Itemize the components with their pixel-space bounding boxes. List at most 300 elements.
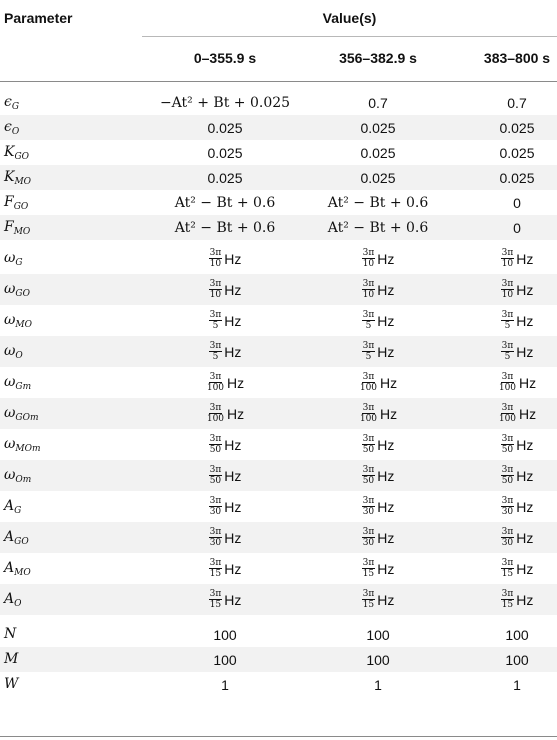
fraction (362, 465, 376, 486)
value-text: 0.025 (360, 169, 396, 186)
value-cell-2 (278, 460, 478, 491)
unit-label: Hz (224, 560, 242, 577)
fraction-denominator: 50 (501, 476, 514, 486)
fraction-numerator: 3π (209, 403, 222, 413)
unit-label: Hz (227, 374, 245, 391)
value-text: 0.025 (499, 169, 535, 186)
table-row (0, 305, 557, 336)
value-cell-2 (278, 647, 478, 672)
value-cell-3 (457, 491, 557, 522)
value-cell-2 (278, 429, 478, 460)
fraction (359, 403, 378, 424)
fraction-numerator: 3π (501, 279, 514, 289)
symbol-subscript: Gm (15, 381, 32, 392)
table-row (0, 274, 557, 305)
value-text: 1 (374, 676, 382, 693)
fraction-denominator: 30 (209, 538, 222, 548)
fraction-denominator: 15 (209, 600, 222, 610)
unit-label: Hz (224, 529, 242, 546)
fraction-denominator: 5 (504, 321, 511, 331)
value-cell-3 (457, 115, 557, 140)
fraction-numerator: 3π (362, 403, 375, 413)
table-row (0, 243, 557, 274)
value-cell-2 (278, 115, 478, 140)
fraction (209, 589, 223, 610)
fraction-numerator: 3π (209, 279, 222, 289)
header-values: Value(s) (322, 10, 377, 26)
fraction-numerator: 3π (501, 527, 514, 537)
fraction (501, 279, 515, 300)
value-text: 0.025 (499, 144, 535, 161)
value-text: 0.025 (360, 119, 396, 136)
parameter-symbol (4, 647, 134, 672)
table-bottom-rule (0, 736, 557, 737)
symbol-text: $\omega_{Om}$ (4, 466, 32, 485)
value-text: 0.025 (207, 169, 243, 186)
fraction-denominator: 10 (362, 259, 375, 269)
fraction-denominator: 30 (362, 538, 375, 548)
value-cell-2 (278, 165, 478, 190)
symbol-text: $K_{MO}$ (4, 168, 32, 187)
fraction (209, 248, 223, 269)
parameter-symbol (4, 190, 134, 215)
value-cell-2 (278, 274, 478, 305)
unit-label: Hz (377, 343, 395, 360)
unit-label: Hz (519, 374, 537, 391)
unit-label: Hz (377, 312, 395, 329)
table-row (0, 622, 557, 647)
unit-label: Hz (516, 591, 534, 608)
symbol-text: $\omega_O$ (4, 342, 23, 361)
fraction-denominator: 5 (212, 321, 219, 331)
unit-label: Hz (227, 405, 245, 422)
symbol-subscript: MO (13, 226, 31, 237)
value-expression: −At² + Bt + 0.025 (159, 94, 291, 111)
fraction-numerator: 3π (362, 372, 375, 382)
fraction-numerator: 3π (209, 589, 222, 599)
value-text: 100 (366, 626, 390, 643)
value-expression: At² − Bt + 0.6 (327, 219, 429, 236)
fraction (206, 372, 225, 393)
fraction (362, 527, 376, 548)
value-text: 100 (505, 626, 529, 643)
table-row (0, 584, 557, 615)
symbol-text: N (4, 625, 17, 642)
value-cell-3 (457, 305, 557, 336)
parameter-symbol (4, 336, 134, 367)
fraction (209, 465, 223, 486)
value-text: 1 (513, 676, 521, 693)
fraction-denominator: 15 (209, 569, 222, 579)
fraction-numerator: 3π (362, 496, 375, 506)
fraction-numerator: 3π (501, 589, 514, 599)
symbol-subscript: G (11, 101, 20, 112)
value-cell-2 (278, 336, 478, 367)
parameter-symbol (4, 672, 134, 697)
fraction-denominator: 50 (209, 445, 222, 455)
value-text: 1 (221, 676, 229, 693)
fraction (501, 496, 515, 517)
unit-label: Hz (516, 312, 534, 329)
value-text: 0.025 (499, 119, 535, 136)
symbol-subscript: MO (15, 319, 33, 330)
table-row (0, 429, 557, 460)
fraction-denominator: 30 (501, 538, 514, 548)
value-cell-3 (457, 367, 557, 398)
symbol-subscript: GO (14, 536, 29, 547)
table-row (0, 165, 557, 190)
fraction-denominator: 100 (498, 414, 517, 424)
fraction (501, 527, 515, 548)
fraction-numerator: 3π (362, 558, 375, 568)
header-bottom-rule (0, 81, 557, 82)
unit-label: Hz (516, 250, 534, 267)
value-cell-3 (457, 190, 557, 215)
fraction-denominator: 50 (209, 476, 222, 486)
value-cell-3 (457, 165, 557, 190)
value-cell-2 (278, 553, 478, 584)
unit-label: Hz (380, 405, 398, 422)
value-cell-3 (457, 672, 557, 697)
value-cell-2 (278, 584, 478, 615)
header-col-2: 356–382.9 s (339, 50, 417, 66)
table-row (0, 672, 557, 697)
unit-label: Hz (377, 436, 395, 453)
symbol-text: $\omega_{Gm}$ (4, 373, 32, 392)
fraction-denominator: 100 (206, 383, 225, 393)
value-cell-3 (457, 622, 557, 647)
fraction (206, 403, 225, 424)
fraction-numerator: 3π (209, 465, 222, 475)
value-cell-2 (278, 622, 478, 647)
fraction-denominator: 10 (501, 290, 514, 300)
symbol-text: $\epsilon_O$ (4, 118, 20, 137)
table-row (0, 522, 557, 553)
unit-label: Hz (377, 281, 395, 298)
parameter-symbol (4, 274, 134, 305)
header-col-3: 383–800 s (483, 50, 551, 66)
value-expression: At² − Bt + 0.6 (327, 194, 429, 211)
fraction (362, 496, 376, 517)
fraction-numerator: 3π (362, 589, 375, 599)
fraction (209, 496, 223, 517)
parameter-symbol (4, 215, 134, 240)
fraction-numerator: 3π (209, 341, 222, 351)
fraction-numerator: 3π (209, 248, 222, 258)
unit-label: Hz (224, 312, 242, 329)
parameter-symbol (4, 398, 134, 429)
fraction (501, 310, 515, 331)
symbol-subscript: G (14, 505, 22, 516)
fraction-denominator: 100 (359, 383, 378, 393)
table-row (0, 190, 557, 215)
fraction (501, 341, 515, 362)
unit-label: Hz (516, 498, 534, 515)
value-cell-2 (278, 672, 478, 697)
unit-label: Hz (224, 498, 242, 515)
symbol-text: $\omega_{MOm}$ (4, 435, 41, 454)
fraction-numerator: 3π (501, 248, 514, 258)
parameter-symbol (4, 305, 134, 336)
symbol-text: $\epsilon_G$ (4, 93, 20, 112)
fraction-numerator: 3π (501, 372, 514, 382)
table-row (0, 115, 557, 140)
fraction (498, 372, 517, 393)
fraction (209, 279, 223, 300)
value-cell-3 (457, 140, 557, 165)
parameter-symbol (4, 622, 134, 647)
unit-label: Hz (224, 250, 242, 267)
table-row (0, 398, 557, 429)
symbol-text: $A_G$ (4, 497, 22, 516)
fraction-numerator: 3π (209, 558, 222, 568)
unit-label: Hz (224, 591, 242, 608)
value-cell-3 (457, 90, 557, 115)
fraction-numerator: 3π (501, 465, 514, 475)
fraction-denominator: 30 (209, 507, 222, 517)
fraction-numerator: 3π (209, 434, 222, 444)
fraction-denominator: 50 (501, 445, 514, 455)
value-cell-2 (278, 367, 478, 398)
unit-label: Hz (380, 374, 398, 391)
fraction-denominator: 10 (362, 290, 375, 300)
header-parameter: Parameter (4, 10, 73, 26)
value-text: 0.7 (507, 94, 527, 111)
fraction-denominator: 5 (365, 352, 372, 362)
fraction-numerator: 3π (362, 341, 375, 351)
fraction (362, 310, 376, 331)
unit-label: Hz (224, 343, 242, 360)
parameter-symbol (4, 429, 134, 460)
value-text: 100 (213, 651, 237, 668)
parameter-symbol (4, 553, 134, 584)
fraction-denominator: 10 (209, 290, 222, 300)
value-cell-3 (457, 553, 557, 584)
symbol-subscript: Om (15, 474, 32, 485)
value-cell-2 (278, 215, 478, 240)
value-text: 100 (505, 651, 529, 668)
value-cell-2 (278, 522, 478, 553)
fraction-denominator: 10 (501, 259, 514, 269)
fraction-numerator: 3π (501, 496, 514, 506)
unit-label: Hz (377, 529, 395, 546)
value-cell-3 (457, 522, 557, 553)
symbol-text: $\omega_{GOm}$ (4, 404, 39, 423)
value-text: 0.7 (368, 94, 388, 111)
symbol-text: $A_{GO}$ (4, 528, 29, 547)
unit-label: Hz (516, 467, 534, 484)
fraction (209, 310, 223, 331)
table-row (0, 491, 557, 522)
value-cell-3 (457, 647, 557, 672)
fraction-denominator: 15 (362, 600, 375, 610)
table-row (0, 215, 557, 240)
symbol-subscript: G (15, 257, 23, 268)
unit-label: Hz (516, 436, 534, 453)
parameter-symbol (4, 460, 134, 491)
value-cell-2 (278, 398, 478, 429)
fraction-denominator: 100 (359, 414, 378, 424)
table-row (0, 647, 557, 672)
symbol-subscript: MO (14, 567, 31, 578)
fraction-numerator: 3π (501, 558, 514, 568)
parameter-symbol (4, 491, 134, 522)
fraction-numerator: 3π (362, 527, 375, 537)
fraction (501, 558, 515, 579)
symbol-subscript: MO (14, 176, 32, 187)
value-cell-3 (457, 429, 557, 460)
fraction (209, 434, 223, 455)
table-row (0, 367, 557, 398)
symbol-text: $A_{MO}$ (4, 559, 31, 578)
symbol-subscript: O (11, 126, 20, 137)
value-cell-2 (278, 190, 478, 215)
fraction-numerator: 3π (362, 248, 375, 258)
value-cell-3 (457, 584, 557, 615)
fraction (362, 589, 376, 610)
parameter-symbol (4, 584, 134, 615)
symbol-subscript: O (14, 598, 22, 609)
fraction-numerator: 3π (501, 403, 514, 413)
value-cell-2 (278, 243, 478, 274)
unit-label: Hz (224, 467, 242, 484)
fraction (362, 558, 376, 579)
symbol-subscript: O (15, 350, 23, 361)
unit-label: Hz (377, 498, 395, 515)
value-text: 0 (513, 194, 521, 211)
fraction-numerator: 3π (209, 496, 222, 506)
symbol-subscript: GO (14, 151, 30, 162)
header-subrule (142, 36, 557, 37)
symbol-text: $K_{GO}$ (4, 143, 30, 162)
value-cell-2 (278, 491, 478, 522)
symbol-subscript: MOm (15, 443, 41, 454)
unit-label: Hz (519, 405, 537, 422)
fraction (209, 341, 223, 362)
parameter-symbol (4, 165, 134, 190)
fraction-denominator: 5 (212, 352, 219, 362)
symbol-text: $A_O$ (4, 590, 22, 609)
value-cell-3 (457, 398, 557, 429)
fraction-numerator: 3π (501, 434, 514, 444)
fraction (501, 248, 515, 269)
table-row (0, 90, 557, 115)
fraction-denominator: 30 (362, 507, 375, 517)
fraction-denominator: 100 (498, 383, 517, 393)
value-text: 0 (513, 219, 521, 236)
unit-label: Hz (516, 560, 534, 577)
fraction-denominator: 50 (362, 445, 375, 455)
symbol-text: $\omega_{MO}$ (4, 311, 33, 330)
fraction (209, 527, 223, 548)
parameter-symbol (4, 367, 134, 398)
symbol-text: $F_{MO}$ (4, 218, 31, 237)
symbol-text: $F_{GO}$ (4, 193, 29, 212)
table-row (0, 460, 557, 491)
fraction-denominator: 15 (501, 569, 514, 579)
value-text: 0.025 (207, 144, 243, 161)
fraction (501, 465, 515, 486)
fraction-denominator: 5 (504, 352, 511, 362)
unit-label: Hz (377, 250, 395, 267)
table-row (0, 140, 557, 165)
fraction-denominator: 100 (206, 414, 225, 424)
fraction (209, 558, 223, 579)
parameter-symbol (4, 115, 134, 140)
fraction-numerator: 3π (362, 434, 375, 444)
parameter-symbol (4, 522, 134, 553)
fraction (362, 341, 376, 362)
fraction-numerator: 3π (501, 310, 514, 320)
value-expression: At² − Bt + 0.6 (174, 194, 276, 211)
fraction-denominator: 10 (209, 259, 222, 269)
parameter-symbol (4, 243, 134, 274)
fraction-denominator: 15 (362, 569, 375, 579)
value-cell-3 (457, 243, 557, 274)
fraction-numerator: 3π (362, 310, 375, 320)
fraction-denominator: 30 (501, 507, 514, 517)
unit-label: Hz (377, 591, 395, 608)
fraction-numerator: 3π (209, 527, 222, 537)
parameter-symbol (4, 140, 134, 165)
fraction-numerator: 3π (362, 465, 375, 475)
fraction-numerator: 3π (209, 310, 222, 320)
symbol-text: $\omega_G$ (4, 249, 23, 268)
unit-label: Hz (377, 560, 395, 577)
value-text: 0.025 (207, 119, 243, 136)
value-cell-3 (457, 460, 557, 491)
value-cell-2 (278, 305, 478, 336)
unit-label: Hz (516, 343, 534, 360)
symbol-subscript: GO (15, 288, 30, 299)
fraction-denominator: 5 (365, 321, 372, 331)
unit-label: Hz (224, 436, 242, 453)
value-cell-3 (457, 336, 557, 367)
fraction-denominator: 50 (362, 476, 375, 486)
value-cell-3 (457, 215, 557, 240)
fraction-denominator: 15 (501, 600, 514, 610)
fraction-numerator: 3π (209, 372, 222, 382)
symbol-text: M (4, 650, 19, 667)
symbol-text: W (4, 675, 19, 692)
parameter-symbol (4, 90, 134, 115)
table-row (0, 553, 557, 584)
symbol-subscript: GO (13, 201, 29, 212)
fraction (362, 248, 376, 269)
fraction (501, 434, 515, 455)
header-col-1: 0–355.9 s (193, 50, 257, 66)
unit-label: Hz (516, 529, 534, 546)
unit-label: Hz (377, 467, 395, 484)
value-text: 0.025 (360, 144, 396, 161)
value-cell-2 (278, 90, 478, 115)
value-expression: At² − Bt + 0.6 (174, 219, 276, 236)
fraction (362, 434, 376, 455)
fraction (498, 403, 517, 424)
fraction-numerator: 3π (501, 341, 514, 351)
fraction (501, 589, 515, 610)
value-text: 100 (213, 626, 237, 643)
fraction-numerator: 3π (362, 279, 375, 289)
table-row (0, 336, 557, 367)
value-cell-2 (278, 140, 478, 165)
symbol-text: $\omega_{GO}$ (4, 280, 30, 299)
fraction (359, 372, 378, 393)
value-cell-3 (457, 274, 557, 305)
fraction (362, 279, 376, 300)
symbol-subscript: GOm (15, 412, 39, 423)
unit-label: Hz (516, 281, 534, 298)
